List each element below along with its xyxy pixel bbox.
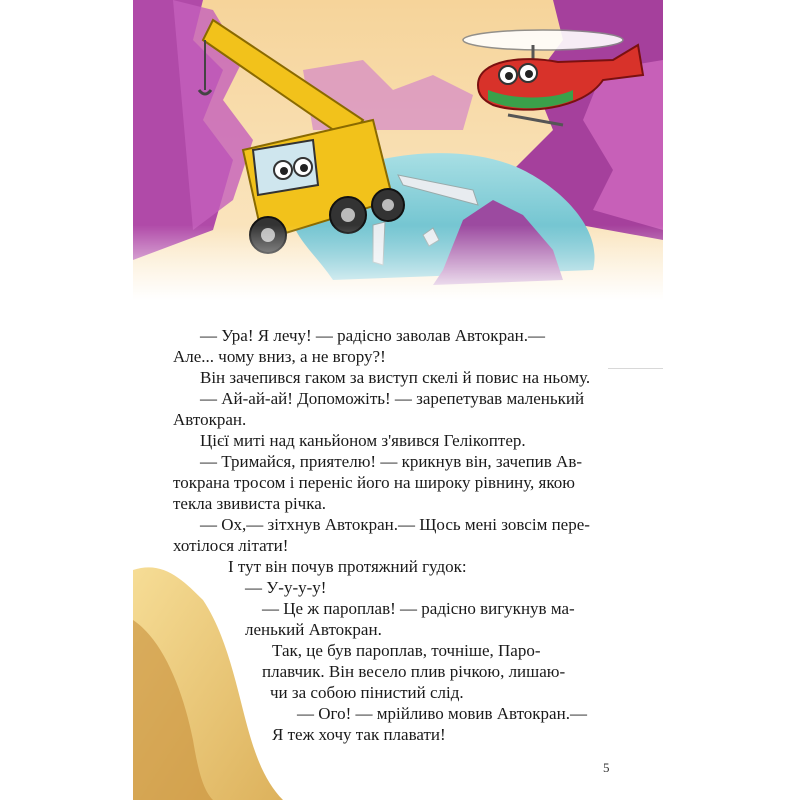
story-line: ленький Автокран. [245,620,382,639]
page-number: 5 [603,760,610,775]
story-line: Він зачепився гаком за виступ скелі й повис на ньому. [200,368,591,387]
story-line: Я теж хочу так плавати! [272,725,446,744]
story-line: Але... чому вниз, а не вгору?! [173,347,386,366]
story-line: — Ай-ай-ай! Допоможіть! — зарепетував маленький [200,389,585,408]
story-line: — Ох,— зітхнув Автокран.— Щось мені зовсім пере- [200,515,590,534]
story-line: — Тримайся, приятелю! — крикнув він, зачепив Ав- [200,452,583,471]
story-line: текла звивиста річка. [173,494,327,513]
story-line: хотілося літати! [173,536,289,555]
story-line: токрана тросом і переніс його на широку рівнину, якою [173,473,575,492]
story-line: — Ура! Я лечу! — радісно заволав Автокран.— [200,326,545,345]
story-line: плавчик. Він весело плив річкою, лишаю- [262,662,566,681]
story-line: чи за собою пінистий слід. [270,683,464,702]
story-line: — Це ж пароплав! — радісно вигукнув ма- [262,599,575,618]
story-line: — Ого! — мрійливо мовив Автокран.— [297,704,587,723]
story-line: Автокран. [173,410,247,429]
story-line: — У-у-у-у! [245,578,327,597]
story-line: Цієї миті над каньйоном з'явився Гелікоптер. [200,431,526,450]
story-line: І тут він почув протяжний гудок: [228,557,467,576]
story-line: Так, це був пароплав, точніше, Паро- [272,641,541,660]
